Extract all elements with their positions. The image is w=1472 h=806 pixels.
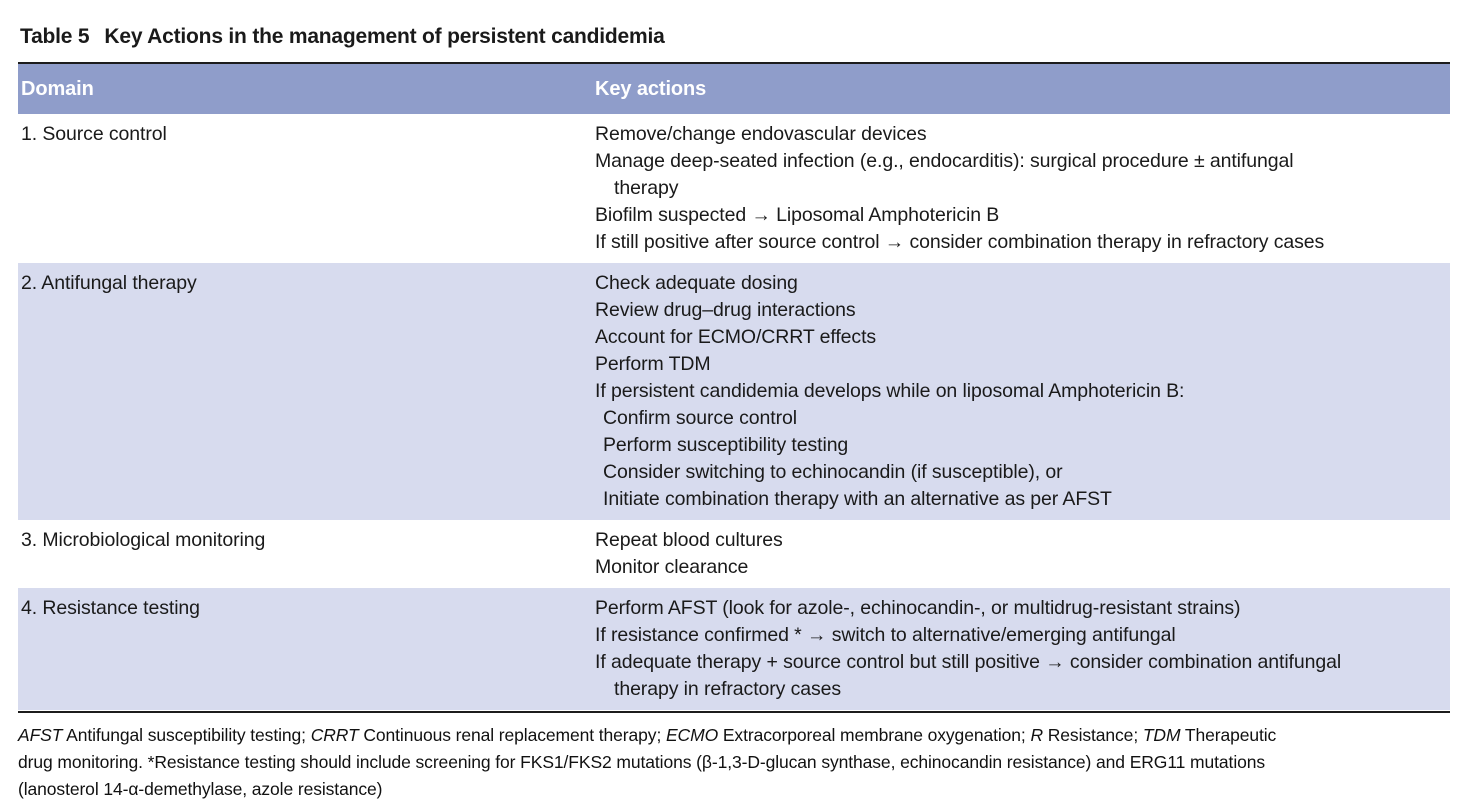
actions-cell [595,121,1450,256]
action-line-continuation: therapy [614,177,679,199]
action-line: Account for ECMO/CRRT effects [595,326,877,348]
action-line: If resistance confirmed * → switch to alternative/emerging antifungal [595,624,1176,646]
action-subline: Confirm source control [603,407,797,429]
action-line: If adequate therapy + source control but still positive → consider combination antifungal [595,651,1342,673]
actions-cell [595,270,1450,513]
action-line-continuation: therapy in refractory cases [614,678,842,700]
table-caption-title: Key Actions in the management of persistent candidemia [104,25,665,48]
domain-cell: 4. Resistance testing [21,597,200,619]
table-caption-label: Table 5 [20,25,90,48]
actions-cell [595,527,1450,581]
action-line: Biofilm suspected → Liposomal Amphotericin B [595,204,1000,226]
action-line: Repeat blood cultures [595,529,783,551]
table-row-resistance-testing [18,588,1450,710]
action-subline: Initiate combination therapy with an alternative as per AFST [603,488,1112,510]
action-line: Manage deep-seated infection (e.g., endocarditis): surgical procedure ± antifungal [595,150,1294,172]
action-line: Perform TDM [595,353,711,375]
action-line: Perform AFST (look for azole-, echinocandin-, or multidrug-resistant strains) [595,597,1241,619]
footnote-line: AFST Antifungal susceptibility testing; CRRT Continuous renal replacement therapy; ECMO Extracorporeal membrane oxygenation; R Resistance; TDM Therapeutic [18,725,1277,745]
domain-cell: 1. Source control [21,123,167,145]
action-line: Check adequate dosing [595,272,798,294]
action-subline: Perform susceptibility testing [603,434,849,456]
table-row-microbiological-monitoring [18,520,1450,588]
action-subline: Consider switching to echinocandin (if susceptible), or [603,461,1063,483]
key-actions-table [18,62,1450,710]
footnote-line: drug monitoring. *Resistance testing should include screening for FKS1/FKS2 mutations (β-1,3-D-glucan synthase, echinocandin resistance) and ERG11 mutations [18,752,1266,772]
action-line: If persistent candidemia develops while on liposomal Amphotericin B: [595,380,1185,402]
action-line: Review drug–drug interactions [595,299,856,321]
action-line: Monitor clearance [595,556,749,578]
action-line: If still positive after source control → consider combination therapy in refractory cases [595,231,1325,253]
footnote-line: (lanosterol 14-α-demethylase, azole resistance) [18,779,383,799]
table-header-row [18,64,1450,114]
column-header-key-actions: Key actions [595,77,707,100]
actions-cell [595,595,1450,703]
domain-cell: 2. Antifungal therapy [21,272,197,294]
table-row-source-control [18,114,1450,263]
action-line: Remove/change endovascular devices [595,123,927,145]
table-caption [18,24,1450,50]
table-row-antifungal-therapy [18,263,1450,520]
table-footnote [18,711,1450,803]
column-header-domain: Domain [21,77,94,100]
domain-cell: 3. Microbiological monitoring [21,529,266,551]
